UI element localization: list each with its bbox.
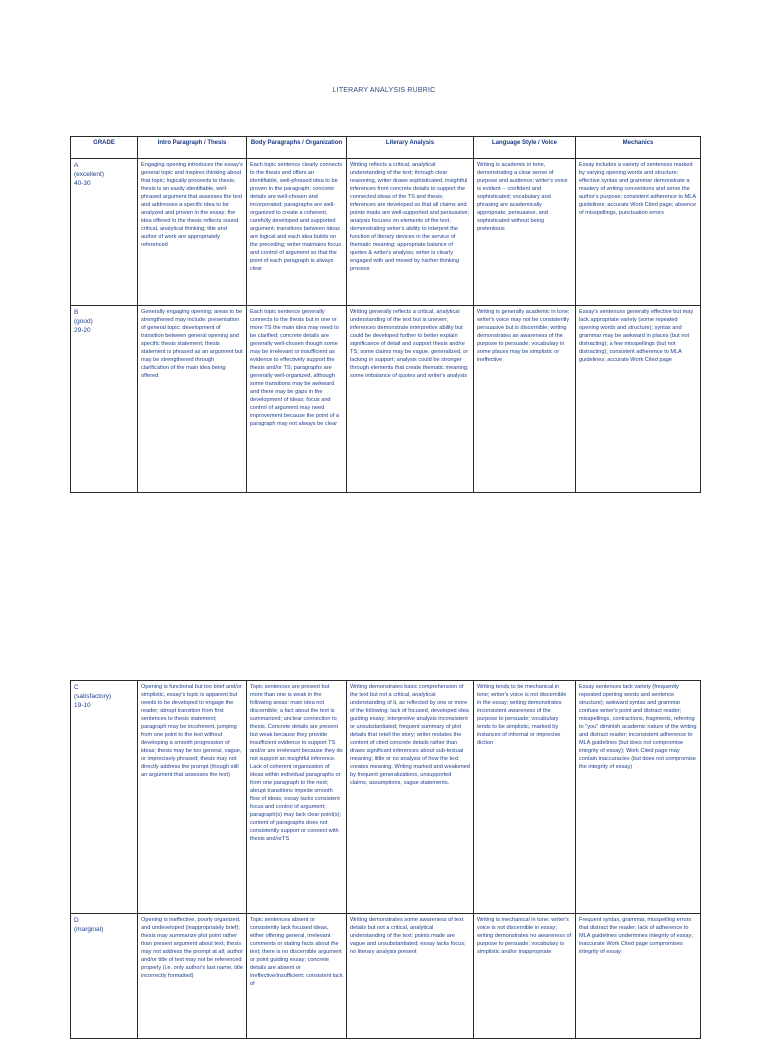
literary-cell: Writing demonstrates basic comprehension of the text but not a critical, analytical understanding of it, as reflected by one or more of the following: lack of focused, developed idea guiding essay; interpretive analysis inconsistent or unsubstantiated; frequent summary of plot details that retell the story; writer restates the content of cited concrete details rather than draws significant inferences about sub-textual meaning; little or no analysis of how the text creates meaning. Writing marked and weakened by frequent generalizations, unsupported claims, assumptions, vague statements.	[347, 681, 474, 914]
grade-label: (marginal)	[74, 926, 104, 933]
language-cell: Writing is mechanical in tone; writer's voice is not discernible in essay; writing demonstrates no awareness of purpose to persuade; vocabulary is simplistic and/or inappropriate	[474, 914, 576, 1039]
document-title: LITERARY ANALYSIS RUBRIC	[332, 87, 436, 94]
intro-cell: Engaging opening introduces the essay's general topic and inspires thinking about that topic; logically proceeds to thesis; thesis is an easily identifiable, well-phrased argument that assesses the text and addresses a specific idea to be analyzed and proven in the essay; the idea offered in the thesis reflects sound critical, analytical thinking; title and author of work are appropriately referenced	[138, 159, 247, 306]
mechanics-cell: Essay's sentences generally effective but may lack appropriate variety (some repeated opening words and structure); syntax and grammar may be awkward in places (but not distracting); a few misspellings (but not distracting); consistent adherence to MLA guidelines; accurate Work Cited page	[576, 306, 701, 493]
intro-cell: Generally engaging opening; areas to be strengthened may include: presentation of general topic; development of transition between general opening and specific thesis statement; thesis statement is phrased as an argument but may be strengthened through clarification of the main idea being offered	[138, 306, 247, 493]
body-cell: Each topic sentence generally connects to the thesis but in one or more TS the main idea may need to be clarified; concrete details are generally well-chosen though some may be irrelevant or insufficient as evidence to effectively support the thesis and/or TS; paragraphs are generally well-organized, although some transitions may be awkward and there may be gaps in the development of ideas; focus and control of argument may need improvement because the point of a paragraph may not always be clear	[247, 306, 347, 493]
grade-letter: B	[74, 309, 79, 316]
grade-label: (satisfactory)	[74, 693, 112, 700]
header-row	[71, 137, 701, 159]
table-row-grade-b	[71, 306, 701, 493]
grade-range: 29-20	[74, 327, 91, 334]
language-cell: Writing is academic in tone, demonstrating a clear sense of purpose and audience; writer's voice is evident -- confident and sophisticated; vocabulary and phrasing are academically appropriate, persuasive, and sophisticated without being pretentious	[474, 159, 576, 306]
language-cell: Writing is generally academic in tone; writer's voice may not be consistently persuasive but is discernible; writing demonstrates an awareness of the purpose to persuade; vocabulary in some places may be simplistic or ineffective	[474, 306, 576, 493]
header-grade: GRADE	[71, 137, 138, 159]
literary-cell: Writing reflects a critical, analytical understanding of the text; through clear reasoning, writer draws sophisticated, insightful inferences from concrete details to support the connected ideas of the TS and thesis; inferences are developed so that all claims and points made are well-supported and persuasive; analysis focuses on elements of the text, demonstrating writer's ability to interpret the function of literary devices in the service of thematic meaning; appropriate balance of quotes & writer's analysis; writer is clearly engaged with and moved by his/her thinking process	[347, 159, 474, 306]
body-cell: Topic sentences absent or consistently lack focused ideas, either offering general, irrelevant comments or stating facts about the text; there is no discernible argument or point guiding essay; concrete details are absent or ineffective/insufficient; consistent lack of	[247, 914, 347, 1039]
grade-cell	[71, 914, 138, 1039]
grade-letter: D	[74, 917, 79, 924]
grade-range: 19-10	[74, 702, 91, 709]
table-row-grade-d	[71, 914, 701, 1039]
literary-cell: Writing demonstrates some awareness of text details but not a critical, analytical understanding of the text; points made are vague and unsubstantiated; essay lacks focus; no literary analysis present	[347, 914, 474, 1039]
grade-cell	[71, 681, 138, 914]
rubric-table-page-2	[70, 680, 701, 1039]
header-literary: Literary Analysis	[347, 137, 474, 159]
body-cell: Each topic sentence clearly connects to the thesis and offers an identifiable, well-phrased idea to be proven in the paragraph; concrete details are well-chosen and incorporated; paragraphs are well-organized to create a coherent, carefully developed and supported argument; transitions between ideas are logical and each idea builds on the preceding; writer maintains focus and control of argument so that the point of each paragraph is always clear	[247, 159, 347, 306]
header-body: Body Paragraphs / Organization	[247, 137, 347, 159]
grade-range: 40-30	[74, 180, 91, 187]
grade-letter: A	[74, 162, 79, 169]
grade-letter: C	[74, 684, 79, 691]
body-cell: Topic sentences are present but more than one is weak in the following areas: main idea not discernible; a fact about the text is summarized; unclear connection to thesis. Concrete details are present but weak because they provide insufficient evidence to support TS and/or are irrelevant because they do not support an insightful inference. Lack of coherent organization of ideas within individual paragraphs or from one paragraph to the next; abrupt transitions impede smooth flow of ideas; essay lacks consistent focus and control of argument; paragraph(s) may lack clear point(s); content of paragraphs does not consistently support or connect with thesis and/orTS	[247, 681, 347, 914]
mechanics-cell: Essay includes a variety of sentences marked by varying opening words and structure; effective syntax and grammar demonstrate a mastery of writing conventions and serve the author's purpose; consistent adherence to MLA guidelines; accurate Work Cited page; absence of misspellings, punctuation errors	[576, 159, 701, 306]
grade-label: (excellent)	[74, 171, 104, 178]
grade-cell	[71, 306, 138, 493]
mechanics-cell: Frequent syntax, grammar, misspelling errors that distract the reader; lack of adherence to MLA guidelines undermines integrity of essay; inaccurate Work Cited page compromises integrity of essay	[576, 914, 701, 1039]
table-row-grade-a	[71, 159, 701, 306]
header-intro: Intro Paragraph / Thesis	[138, 137, 247, 159]
language-cell: Writing tends to be mechanical in tone; writer's voice is not discernible in the essay; writing demonstrates inconsistent awareness of the purpose to persuade; vocabulary tends to be simplistic, marked by instances of informal or imprecise diction	[474, 681, 576, 914]
header-mechanics: Mechanics	[576, 137, 701, 159]
intro-cell: Opening is functional but too brief and/or simplistic, essay's topic is apparent but needs to be developed to engage the reader; abrupt transition from first sentences to thesis statement; paragraph may be incoherent, jumping from one point to the text without developing a smooth progression of ideas; thesis may be too general, vague, or imprecisely phrased; thesis may not directly address the prompt (though still an argument that assesses the text)	[138, 681, 247, 914]
grade-label: (good)	[74, 318, 93, 325]
grade-cell	[71, 159, 138, 306]
table-row-grade-c	[71, 681, 701, 914]
header-language: Language Style / Voice	[474, 137, 576, 159]
literary-cell: Writing generally reflects a critical, analytical understanding of the text but is uneven; inferences demonstrate interpretive ability but could be developed further to better explain significance of detail and support thesis and/or TS; some claims may be vague, generalized, or lacking in support; analysis could be stronger through elements that create thematic meaning; some imbalance of quotes and writer's analysis	[347, 306, 474, 493]
mechanics-cell: Essay sentences lack variety (frequently repeated opening words and sentence structure); awkward syntax and grammar confuse writer's point and distract reader; misspellings, contractions, fragments, referring to "you" diminish academic nature of the writing and distract reader; inconsistent adherence to MLA guidelines (but does not compromise integrity of essay); Work Cited page may contain inaccuracies (but does not compromise the integrity of essay)	[576, 681, 701, 914]
intro-cell: Opening is ineffective, poorly organized, and undeveloped (inappropriately brief); thesis may summarize plot point rather than present argument about text; thesis may not address the prompt at all; author and/or title of text may not be referenced properly (i.e. only author's last name, title incorrectly formatted)	[138, 914, 247, 1039]
rubric-table-page-1	[70, 136, 701, 493]
